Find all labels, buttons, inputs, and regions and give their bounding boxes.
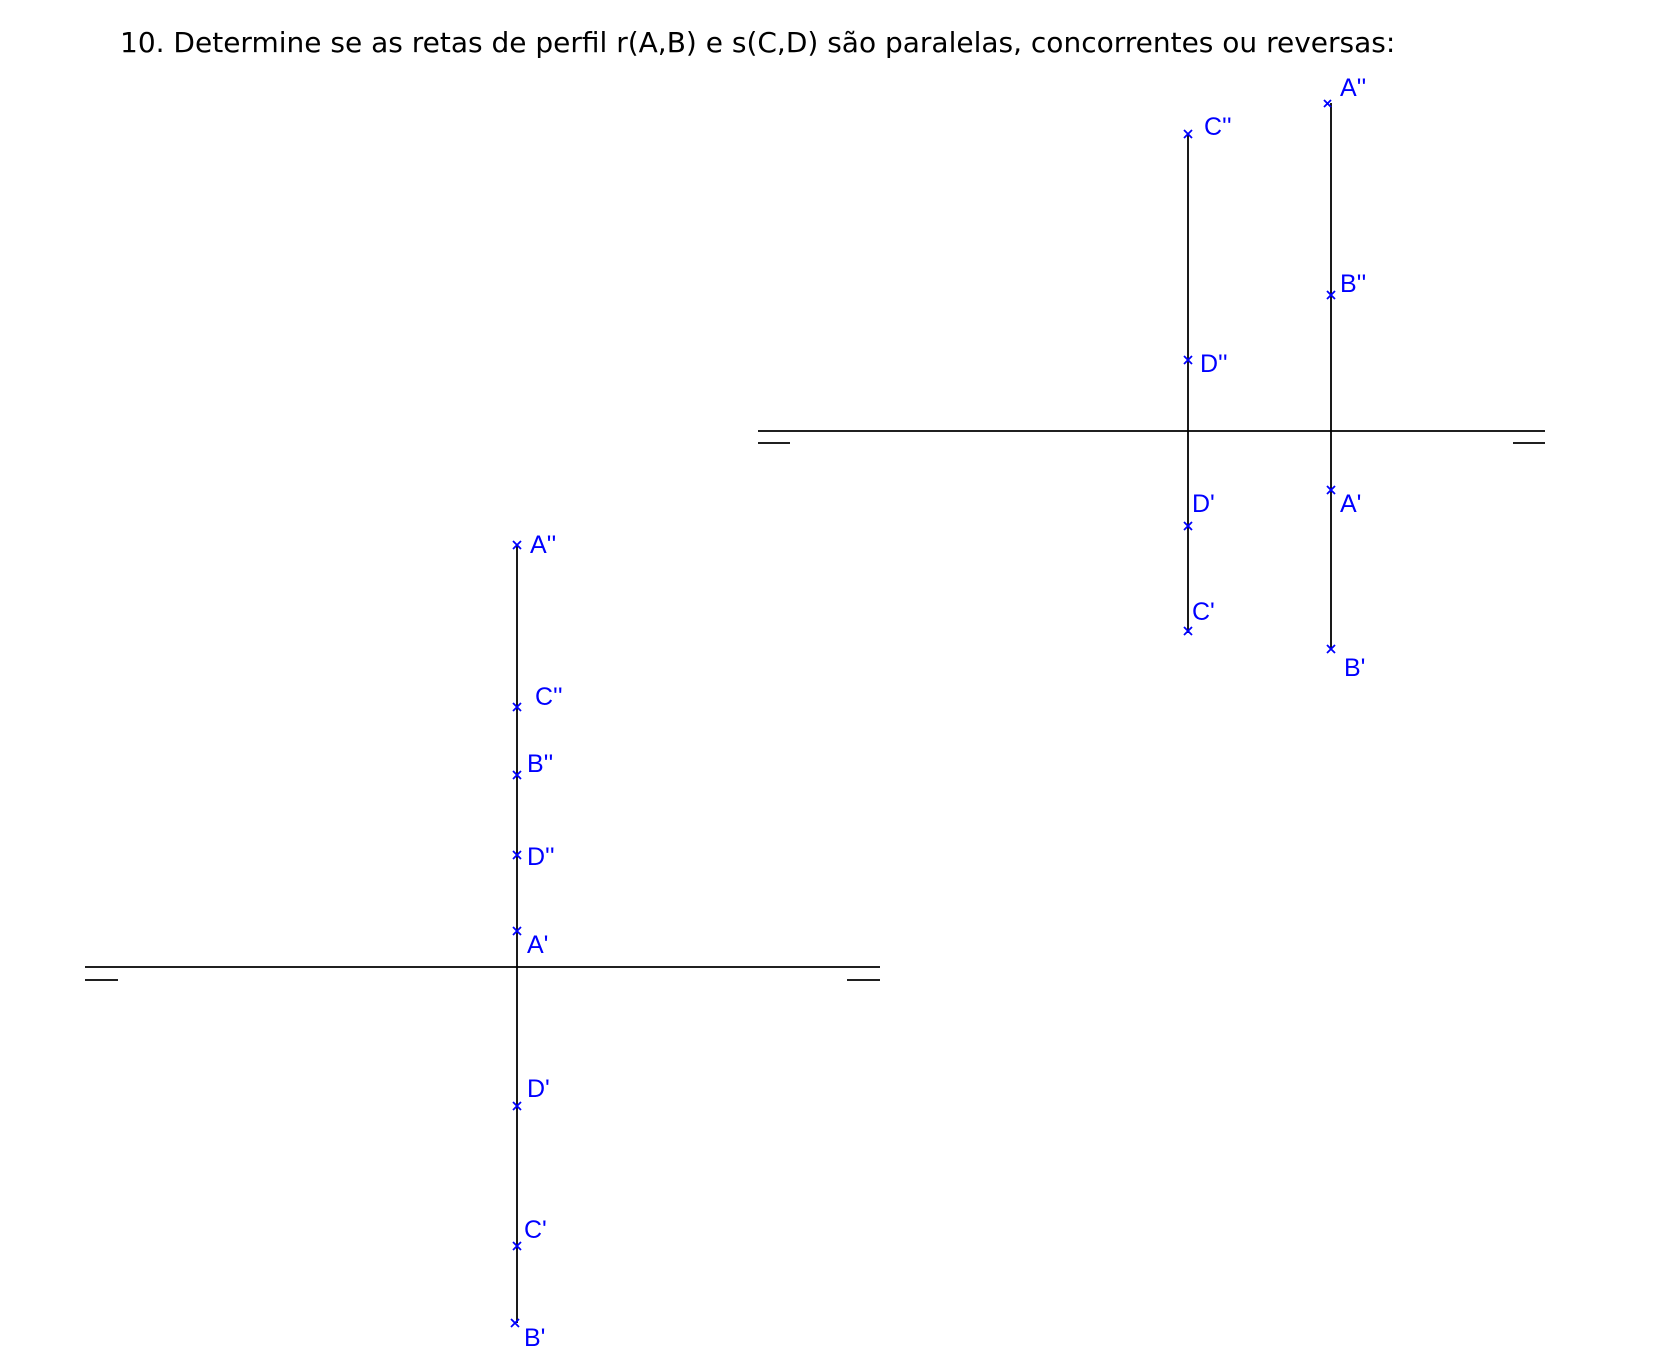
point-marker [513, 1075, 550, 1110]
point-marker [513, 683, 563, 711]
point-marker [513, 1216, 547, 1250]
point-marker [511, 1319, 545, 1352]
point-marker [1327, 486, 1361, 518]
point-label: B' [1344, 654, 1366, 682]
point-label: A'' [1340, 74, 1367, 102]
point-label: B'' [1340, 270, 1367, 298]
point-label: A'' [530, 531, 557, 559]
point-marker [513, 927, 548, 959]
point-marker [513, 843, 555, 871]
point-label: A' [527, 931, 549, 959]
point-label: C'' [1204, 113, 1232, 141]
point-marker [1327, 645, 1365, 682]
figure-2 [85, 531, 880, 1352]
point-label: D'' [527, 843, 555, 871]
figure-1 [758, 74, 1545, 682]
exercise-question: 10. Determine se as retas de perfil r(A,B) e s(C,D) são paralelas, concorrentes ou reversas: [120, 26, 1396, 59]
point-label: C' [524, 1216, 547, 1244]
point-label: D' [1192, 490, 1215, 518]
point-label: B'' [527, 750, 554, 778]
point-label: A' [1340, 490, 1362, 518]
point-marker [513, 750, 553, 779]
point-label: D'' [1200, 350, 1228, 378]
point-marker [1184, 113, 1232, 141]
point-label: D' [527, 1075, 550, 1103]
point-label: C' [1192, 598, 1215, 626]
point-marker [1327, 270, 1366, 299]
point-marker [513, 531, 556, 559]
point-marker [1184, 350, 1228, 378]
point-label: B' [524, 1324, 546, 1352]
point-label: C'' [535, 683, 563, 711]
point-marker [1324, 74, 1366, 107]
